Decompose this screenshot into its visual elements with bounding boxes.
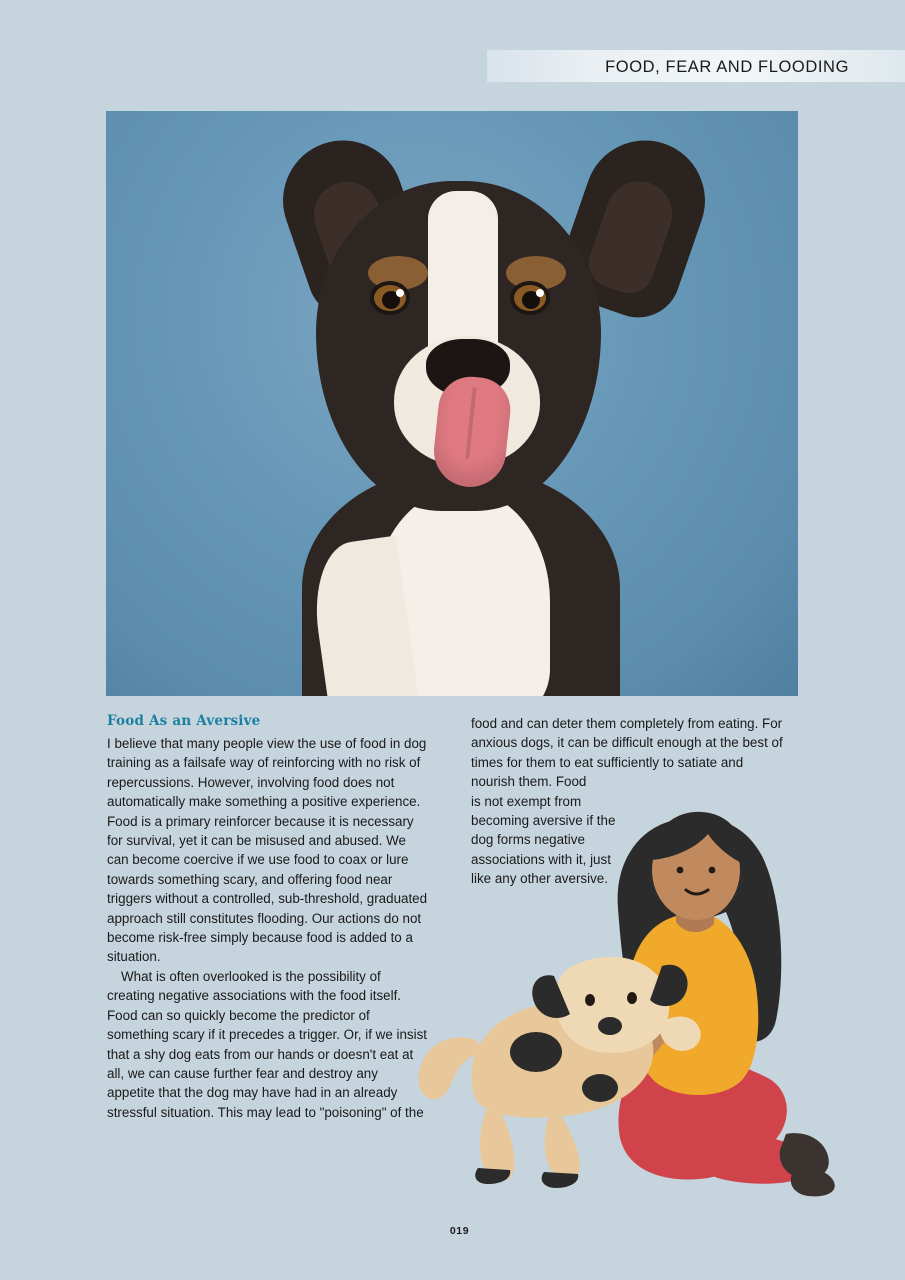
body-paragraph-wrapped: is not exempt from becoming aversive if the dog forms negative associations with it, just like any other aversive.	[471, 793, 616, 887]
page-number: 019	[449, 1225, 470, 1237]
body-paragraph: I believe that many people view the use of food in dog training as a failsafe way of reinforcing with no risk of repercussions. However, involving food does not automatically make something a positive experience. Food is a primary reinforcer because it is necessary for survival, yet it can be misused and abused. We can become coercive if we use food to coax or lure towards something scary, and offering food near triggers without a controlled, sub-threshold, graduated approach still constitutes flooding. Our actions do not become risk-free simply because food is added to a situation.	[107, 736, 428, 965]
woman-hugging-dog-illustration	[390, 800, 890, 1220]
dog-figure	[106, 111, 798, 696]
body-paragraph: food and can deter them completely from eating. For anxious dogs, it can be difficult enough at the best of times for them to eat sufficiently to satiate and nourish them. Food	[471, 716, 783, 790]
dog-right-eye	[510, 281, 550, 315]
dog-left-eye	[370, 281, 410, 315]
article-subhead: Food As an Aversive	[107, 713, 261, 729]
body-paragraph: What is often overlooked is the possibility of creating negative associations with the food itself. Food can so quickly become the predictor of something scary if it precedes a trigger. Or, if we insist that a shy dog eats from our hands or doesn't eat at all, we can cause further fear and destroy any appetite that the dog may have had in an already stressful situation. This may lead to "poisoning" of the	[107, 968, 428, 1120]
running-head-title: FOOD, FEAR AND FLOODING	[605, 58, 849, 76]
body-column-left	[107, 734, 429, 1122]
border-collie-licking-nose-photo	[106, 111, 798, 696]
